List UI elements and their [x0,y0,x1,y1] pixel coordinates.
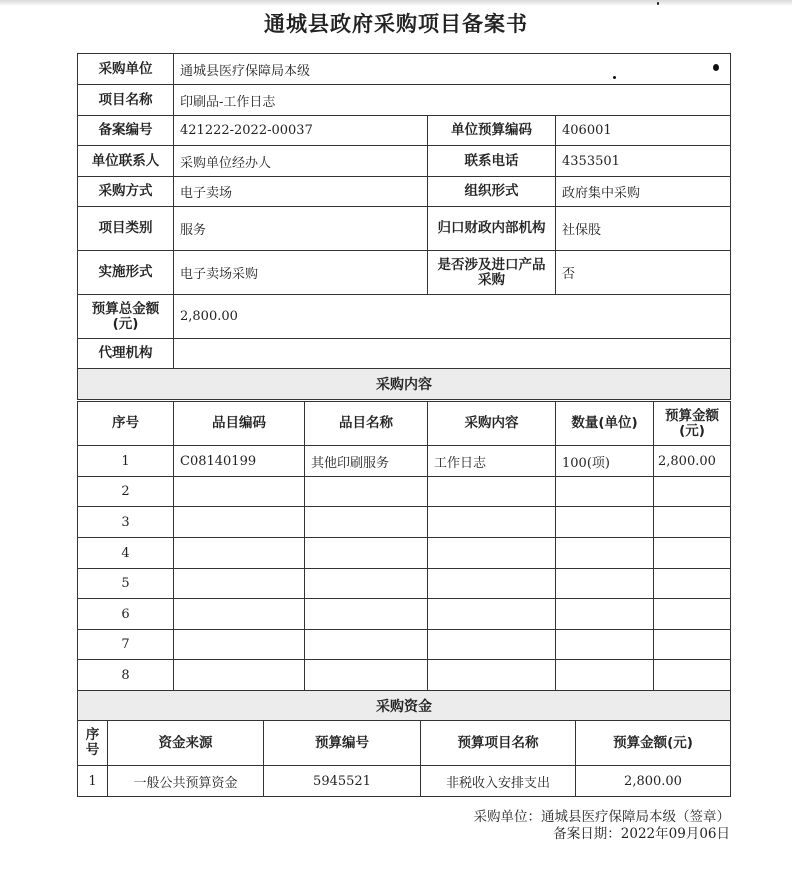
table-cell [174,569,305,599]
table-cell [305,569,428,599]
info-row-unit [78,54,731,85]
table-cell [174,507,305,538]
table-cell [556,660,654,691]
method-label: 采购方式 [78,177,174,207]
table-cell [174,630,305,660]
table-cell [428,538,556,569]
contact-label: 单位联系人 [78,146,174,177]
table-cell [428,630,556,660]
funds-header-row [78,721,731,766]
table-cell [428,660,556,691]
table-cell: 7 [78,630,174,660]
table-cell: 2,800.00 [576,766,731,797]
items-header-cell: 品目名称 [305,402,428,446]
import-value: 否 [556,251,731,295]
table-cell [305,599,428,630]
table-cell [556,599,654,630]
method-value: 电子卖场 [174,177,428,207]
table-cell [305,660,428,691]
table-cell [556,630,654,660]
table-cell [556,569,654,599]
table-cell [305,538,428,569]
info-row-impl [78,251,731,295]
agency-label: 代理机构 [78,339,174,369]
document-title: 通城县政府采购项目备案书 [264,12,528,36]
phone-label: 联系电话 [428,146,556,177]
items-section-row [78,369,731,400]
project-name-value: 印刷品-工作日志 [174,85,731,116]
table-cell [428,569,556,599]
table-row [78,477,731,507]
table-cell [305,507,428,538]
info-row-contact [78,146,731,177]
funds-section-row [78,691,731,721]
table-row [78,569,731,599]
table-cell: 其他印刷服务 [305,446,428,477]
table-cell: 2 [78,477,174,507]
record-no-value: 421222-2022-00037 [174,116,428,146]
total-value: 2,800.00 [174,295,731,339]
table-cell [174,599,305,630]
items-section-title: 采购内容 [78,369,731,400]
table-cell [654,477,731,507]
funds-header-cell: 资金来源 [108,721,264,766]
impl-value: 电子卖场采购 [174,251,428,295]
items-header-cell: 序号 [78,402,174,446]
funds-header-cell: 预算编号 [264,721,421,766]
table-cell [174,538,305,569]
procurement-funds-table [77,720,731,797]
table-cell [428,477,556,507]
table-cell [556,507,654,538]
contact-value: 采购单位经办人 [174,146,428,177]
table-cell: 8 [78,660,174,691]
table-cell: 一般公共预算资金 [108,766,264,797]
scan-speck [713,64,719,71]
category-value: 服务 [174,207,428,251]
table-cell: 3 [78,507,174,538]
procurement-items-table [77,401,731,721]
table-cell: 5 [78,569,174,599]
scan-speck [613,76,616,79]
table-row [78,599,731,630]
table-cell: 5945521 [264,766,421,797]
info-row-method [78,177,731,207]
table-cell [174,477,305,507]
dept-value: 社保股 [556,207,731,251]
table-cell: 非税收入安排支出 [421,766,576,797]
category-label: 项目类别 [78,207,174,251]
table-cell: 工作日志 [428,446,556,477]
table-cell [556,538,654,569]
table-row [78,660,731,691]
table-cell [305,630,428,660]
items-header-cell: 预算金额(元) [654,402,731,446]
table-cell [654,507,731,538]
scan-edge-shadow [0,0,792,6]
import-label: 是否涉及进口产品采购 [428,251,556,295]
total-label: 预算总金额(元) [78,295,174,339]
table-cell [305,477,428,507]
table-cell [556,477,654,507]
table-row [78,538,731,569]
table-row [78,630,731,660]
table-cell [428,599,556,630]
project-name-label: 项目名称 [78,85,174,116]
record-no-label: 备案编号 [78,116,174,146]
impl-label: 实施形式 [78,251,174,295]
table-cell [654,660,731,691]
budget-code-label: 单位预算编码 [428,116,556,146]
info-row-category [78,207,731,251]
org-form-value: 政府集中采购 [556,177,731,207]
table-cell: 4 [78,538,174,569]
info-row-total [78,295,731,339]
budget-code-value: 406001 [556,116,731,146]
table-cell: 6 [78,599,174,630]
scan-speck [657,2,659,5]
items-header-cell: 数量(单位) [556,402,654,446]
table-cell: 1 [78,766,108,797]
project-info-table [77,53,731,400]
info-row-project-name [78,85,731,116]
table-cell [654,569,731,599]
table-cell [654,538,731,569]
footer-record-date: 备案日期：2022年09月06日 [553,826,730,842]
info-row-record [78,116,731,146]
items-header-cell: 采购内容 [428,402,556,446]
agency-value [174,339,731,369]
table-row [78,766,731,797]
table-cell [428,507,556,538]
table-cell: 1 [78,446,174,477]
table-row [78,507,731,538]
table-cell [174,660,305,691]
dept-label: 归口财政内部机构 [428,207,556,251]
funds-header-cell: 预算金额(元) [576,721,731,766]
table-cell: 2,800.00 [654,446,731,477]
funds-header-cell: 序号 [78,721,108,766]
table-row [78,446,731,477]
table-cell: C08140199 [174,446,305,477]
phone-value: 4353501 [556,146,731,177]
items-header-cell: 品目编码 [174,402,305,446]
org-form-label: 组织形式 [428,177,556,207]
funds-header-cell: 预算项目名称 [421,721,576,766]
info-row-agency [78,339,731,369]
table-cell [654,630,731,660]
items-header-row [78,402,731,446]
unit-label: 采购单位 [78,54,174,85]
unit-value: 通城县医疗保障局本级 [174,54,731,85]
footer-unit-signature: 采购单位：通城县医疗保障局本级（签章） [473,809,730,825]
table-cell: 100(项) [556,446,654,477]
table-cell [654,599,731,630]
funds-section-title: 采购资金 [78,691,731,721]
